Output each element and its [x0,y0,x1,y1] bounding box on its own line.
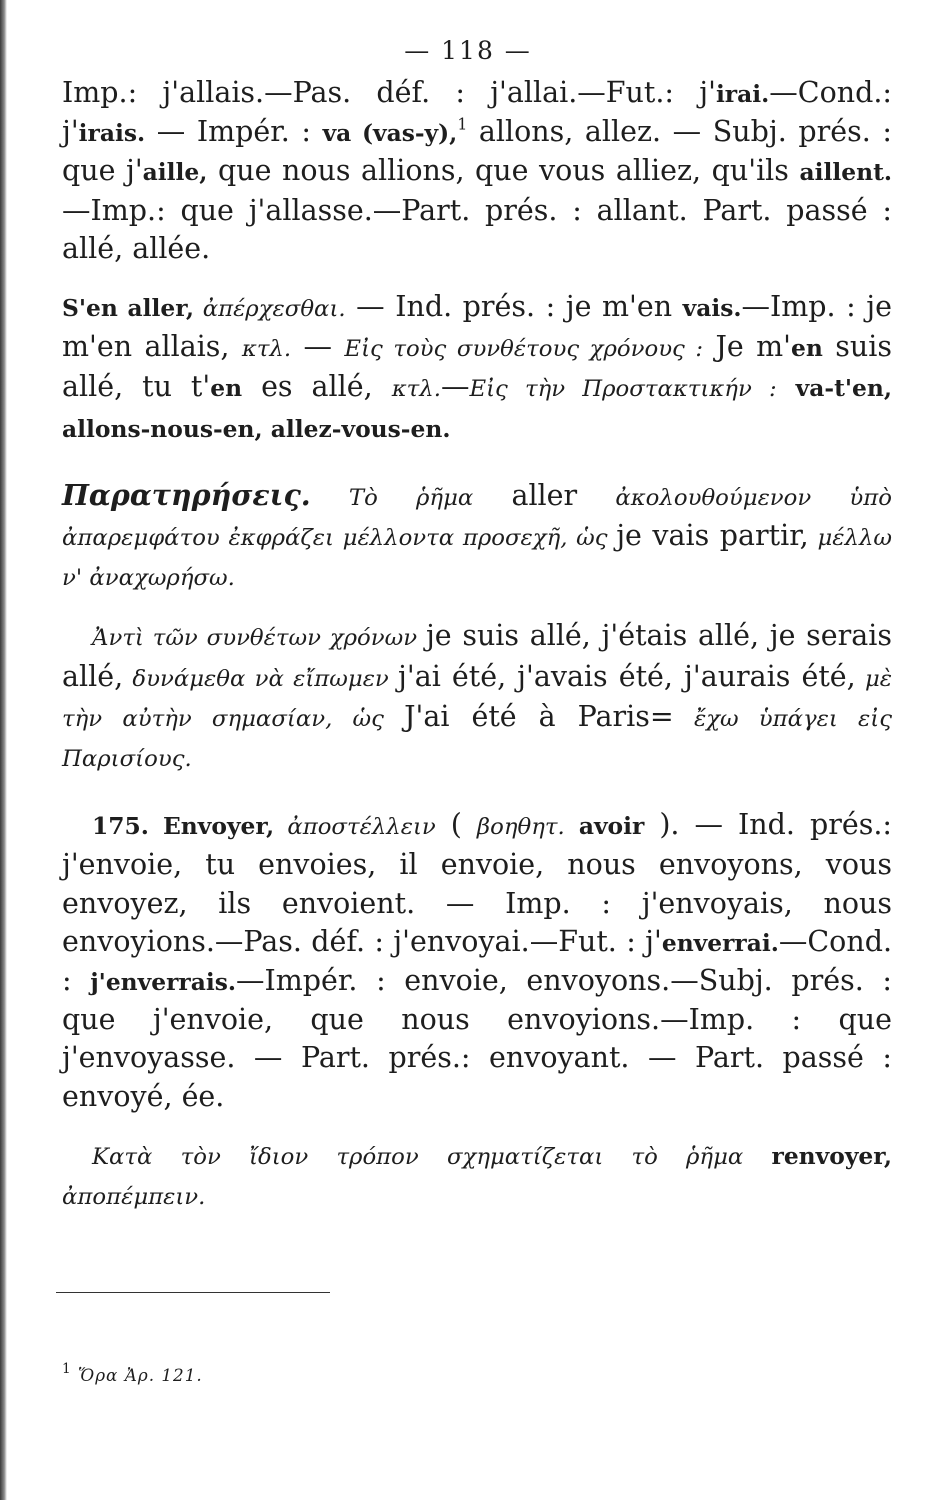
paragraph-envoyer [62,806,892,1116]
greek-text: ἀποπέμπειν. [62,1184,206,1211]
text-run: —Cond.: j' [62,76,892,149]
text-run: allons, allez. — Subj. prés. : que j' [62,115,892,188]
text-run: — Impér. : [145,115,323,149]
text-run: je suis allé, j'étais allé, je serais allé, [62,619,892,693]
text-run: —Imp. : je m'en allais, [62,290,892,364]
greek-text: μέλλω ν' ἀναχωρήσω. [62,525,892,592]
footnote-text: Ὅρα Ἀρ. 121. [71,1365,203,1385]
footnote [62,1362,203,1386]
greek-text: Τὸ ῥῆμα [310,484,512,511]
remarks-heading: Παρατηρήσεις. [62,477,311,512]
text-run: — Ind. prés. : je m'en [345,290,683,324]
text-run: —Impér. : envoie, envoyons.—Subj. prés. : que j'envoie, que nous envoyions.—Imp. : que j'envoyasse. — Part. prés.: envoyant. — Part. passé : envoyé, ée. [62,964,892,1113]
text-run: ( [435,808,477,842]
greek-text: Ἀντὶ τῶν συνθέτων χρόνων [92,625,426,652]
greek-text: Κατὰ τὸν ἴδιον τρόπον σχηματίζεται τὸ ῥῆμα [92,1143,772,1170]
bold-form: vais. [682,294,742,323]
greek-text: κτλ. [241,336,292,363]
bold-form: va (vas-y), [322,119,458,148]
greek-text: ἀπέρχεσθαι. [193,296,346,323]
bold-form: Envoyer, [148,812,275,841]
footnote-mark: 1 [62,1360,72,1377]
page-binding-edge [0,0,7,1500]
greek-text: βοηθητ. [476,814,565,841]
bold-form: S'en aller, [62,294,194,323]
greek-text: ἔχω ὑπάγει εἰς Παρισίους. [62,705,892,773]
paragraph-s-en-aller [62,288,892,448]
text-run: aller [511,478,578,512]
text-run: Imp.: j'allais.—Pas. déf. : j'allai.—Fut.: j' [62,76,716,109]
greek-text: δυνάμεθα νὰ εἴπωμεν [123,665,399,692]
greek-text: ἀποστέλλειν [274,814,436,841]
text-run: —Imp.: que j'allasse.—Part. prés. : allant. Part. passé : allé, allée. [62,193,892,265]
text-run: Je m' [703,330,792,364]
section-number: 175. [92,812,149,841]
text-run: J'ai été à Paris= [404,699,674,733]
bold-form: en [791,334,823,363]
text-run: j'ai été, j'avais été, j'aurais été, [398,659,856,693]
text-run: — [291,330,345,364]
greek-text: Εἰς τοὺς συνθέτους χρόνους : [344,336,704,363]
greek-text: μὲ τὴν αὐτὴν σημασίαν, ὡς [62,665,892,732]
bold-form: va-t'en, allons-nous-en, allez-vous-en. [62,374,892,443]
bold-form: enverrai. [661,928,779,957]
text-run [777,370,796,403]
paragraph-remarks [62,476,892,598]
text-run: que nous allions, que vous alliez, qu'ils [207,154,800,188]
text-run: —Cond. : [62,924,892,998]
bold-form: irai. [715,80,770,108]
bold-form: irais. [78,119,146,148]
text-run: suis allé, tu t' [62,330,892,404]
greek-text: Εἰς τὴν Προστακτικήν : [469,376,777,403]
greek-text: κτλ. [391,376,441,403]
bold-form: aillent. [799,158,892,187]
page-number: — 118 — [404,36,532,65]
bold-form: renvoyer, [771,1141,892,1170]
text-run: es allé, [242,370,392,404]
page-body [62,74,892,1216]
footnote-reference: 1 [457,114,468,134]
text-run: ). — Ind. prés.: j'envoie, tu envoies, il envoie, nous envoyons, vous envoyez, ils envoient. — Imp. : j'envoyais, nous envoyions.—Pas. déf. : j'envoyai.—Fut. : j' [62,808,892,958]
paragraph-aller-conjugation [62,74,892,268]
footnote-divider [56,1292,330,1293]
bold-form: aille, [142,158,208,187]
text-run: je vais partir, [616,519,809,553]
paragraph-compound-tenses [62,617,892,778]
bold-form: en [210,374,243,403]
greek-text: ἀκολουθούμενον ὑπὸ ἀπαρεμφάτου ἐκφράζει μέλλοντα προσεχῆ, ὡς [62,484,892,552]
paragraph-renvoyer [62,1136,892,1216]
bold-form: j'enverrais. [90,968,237,997]
text-run: — [440,370,470,404]
bold-form: avoir [564,812,645,841]
